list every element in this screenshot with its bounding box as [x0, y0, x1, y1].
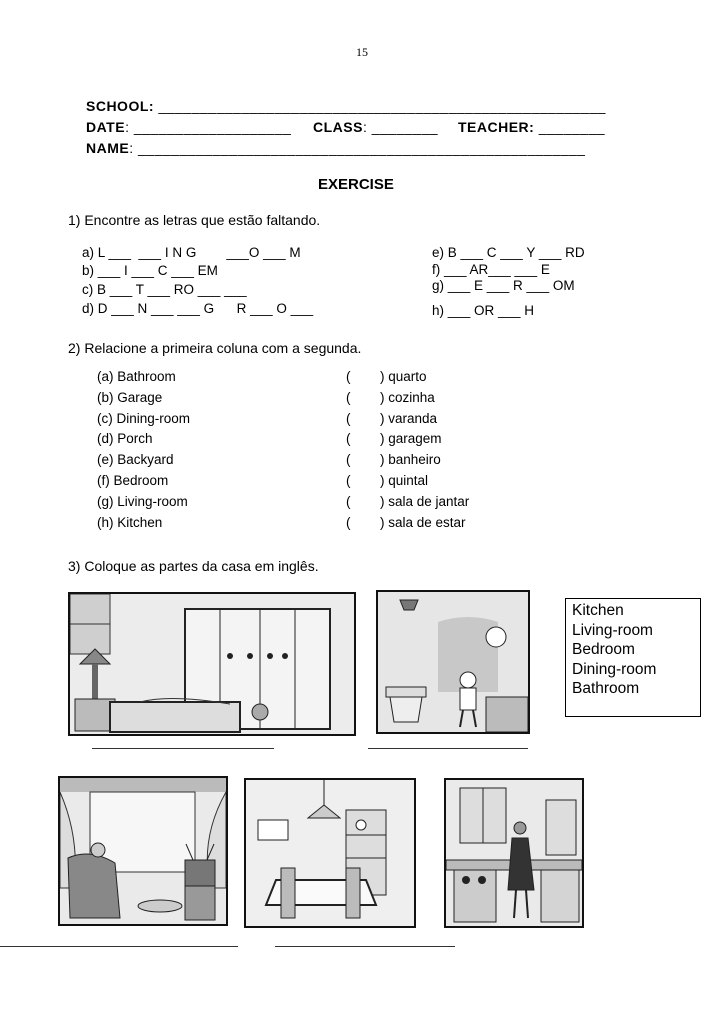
date-class-teacher-row — [86, 119, 291, 135]
q2-right-item: ) cozinha — [380, 390, 435, 405]
q1-item-d: d) D ___ N ___ ___ G R ___ O ___ — [82, 301, 314, 316]
q1-item-c: c) B ___ T ___ RO ___ ___ — [82, 282, 247, 297]
exercise-title: EXERCISE — [318, 176, 394, 193]
q2-answer-paren[interactable]: ( — [346, 411, 351, 426]
q1-item-a: a) L ___ ___ I N G ___O ___ M — [82, 245, 301, 260]
q1-item-b: b) ___ I ___ C ___ EM — [82, 263, 218, 278]
living-room-answer-line[interactable] — [0, 946, 238, 947]
living-room-illustration — [58, 776, 228, 926]
q2-answer-paren[interactable]: ( — [346, 473, 351, 488]
q2-right-item: ) varanda — [380, 411, 438, 426]
q2-answer-paren[interactable]: ( — [346, 452, 351, 467]
class-line[interactable]: : ________ — [362, 119, 439, 135]
question-2-prompt: 2) Relacione a primeira coluna com a segunda. — [68, 340, 362, 356]
name-label: NAME — [86, 140, 130, 156]
q1-item-g: g) ___ E ___ R ___ OM — [432, 278, 575, 293]
bathroom-illustration — [376, 590, 530, 734]
dining-room-answer-line[interactable] — [275, 946, 455, 947]
kitchen-illustration — [444, 778, 584, 928]
question-3-prompt: 3) Coloque as partes da casa em inglês. — [68, 558, 319, 574]
word-bank-item: Bedroom — [572, 641, 635, 658]
class-label: CLASS — [313, 119, 363, 135]
q2-right-item: ) banheiro — [380, 452, 441, 467]
name-line[interactable]: : ______________________________________________________ — [129, 140, 586, 156]
bedroom-illustration — [68, 592, 356, 736]
word-bank-item: Kitchen — [572, 602, 624, 619]
q1-item-h: h) ___ OR ___ H — [432, 303, 535, 318]
q2-answer-paren[interactable]: ( — [346, 431, 351, 446]
word-bank-item: Living-room — [572, 621, 653, 639]
word-bank-item: Dining-room — [572, 660, 657, 678]
q2-right-item: ) quarto — [380, 369, 427, 384]
q2-left-item: (g) Living-room — [97, 494, 188, 509]
date-line[interactable]: : ___________________ — [125, 119, 292, 135]
q2-answer-paren[interactable]: ( — [346, 369, 351, 384]
school-line[interactable]: ______________________________________________________ — [158, 98, 606, 114]
q2-left-item: (c) Dining-room — [97, 411, 191, 426]
q1-item-f: f) ___ AR___ ___ E — [432, 262, 550, 277]
teacher-label: TEACHER: — [458, 119, 535, 135]
page-number: 15 — [356, 45, 368, 59]
name-row — [86, 140, 585, 156]
q2-right-item: ) sala de jantar — [380, 494, 470, 509]
dining-room-illustration — [244, 778, 416, 928]
word-bank — [565, 598, 701, 717]
school-label: SCHOOL: — [86, 98, 155, 114]
question-1-prompt: 1) Encontre as letras que estão faltando. — [68, 212, 321, 228]
q2-right-item: ) quintal — [380, 473, 429, 488]
bedroom-answer-line[interactable] — [92, 748, 274, 749]
q2-left-item: (f) Bedroom — [97, 473, 169, 488]
q2-answer-paren[interactable]: ( — [346, 390, 351, 405]
q2-right-item: ) garagem — [380, 431, 442, 446]
bathroom-answer-line[interactable] — [368, 748, 528, 749]
q2-answer-paren[interactable]: ( — [346, 515, 351, 530]
date-label: DATE — [86, 119, 126, 135]
q2-left-item: (h) Kitchen — [97, 515, 163, 530]
q2-left-item: (a) Bathroom — [97, 369, 176, 384]
q2-left-item: (e) Backyard — [97, 452, 174, 467]
word-bank-item: Bathroom — [572, 680, 640, 697]
class-field — [313, 119, 438, 135]
q2-right-item: ) sala de estar — [380, 515, 466, 530]
q2-left-item: (b) Garage — [97, 390, 163, 405]
q2-left-item: (d) Porch — [97, 431, 153, 446]
teacher-line[interactable]: ________ — [534, 119, 606, 135]
q1-item-e: e) B ___ C ___ Y ___ RD — [432, 245, 585, 260]
q2-answer-paren[interactable]: ( — [346, 494, 351, 509]
school-row — [86, 98, 606, 114]
teacher-field — [458, 119, 605, 135]
